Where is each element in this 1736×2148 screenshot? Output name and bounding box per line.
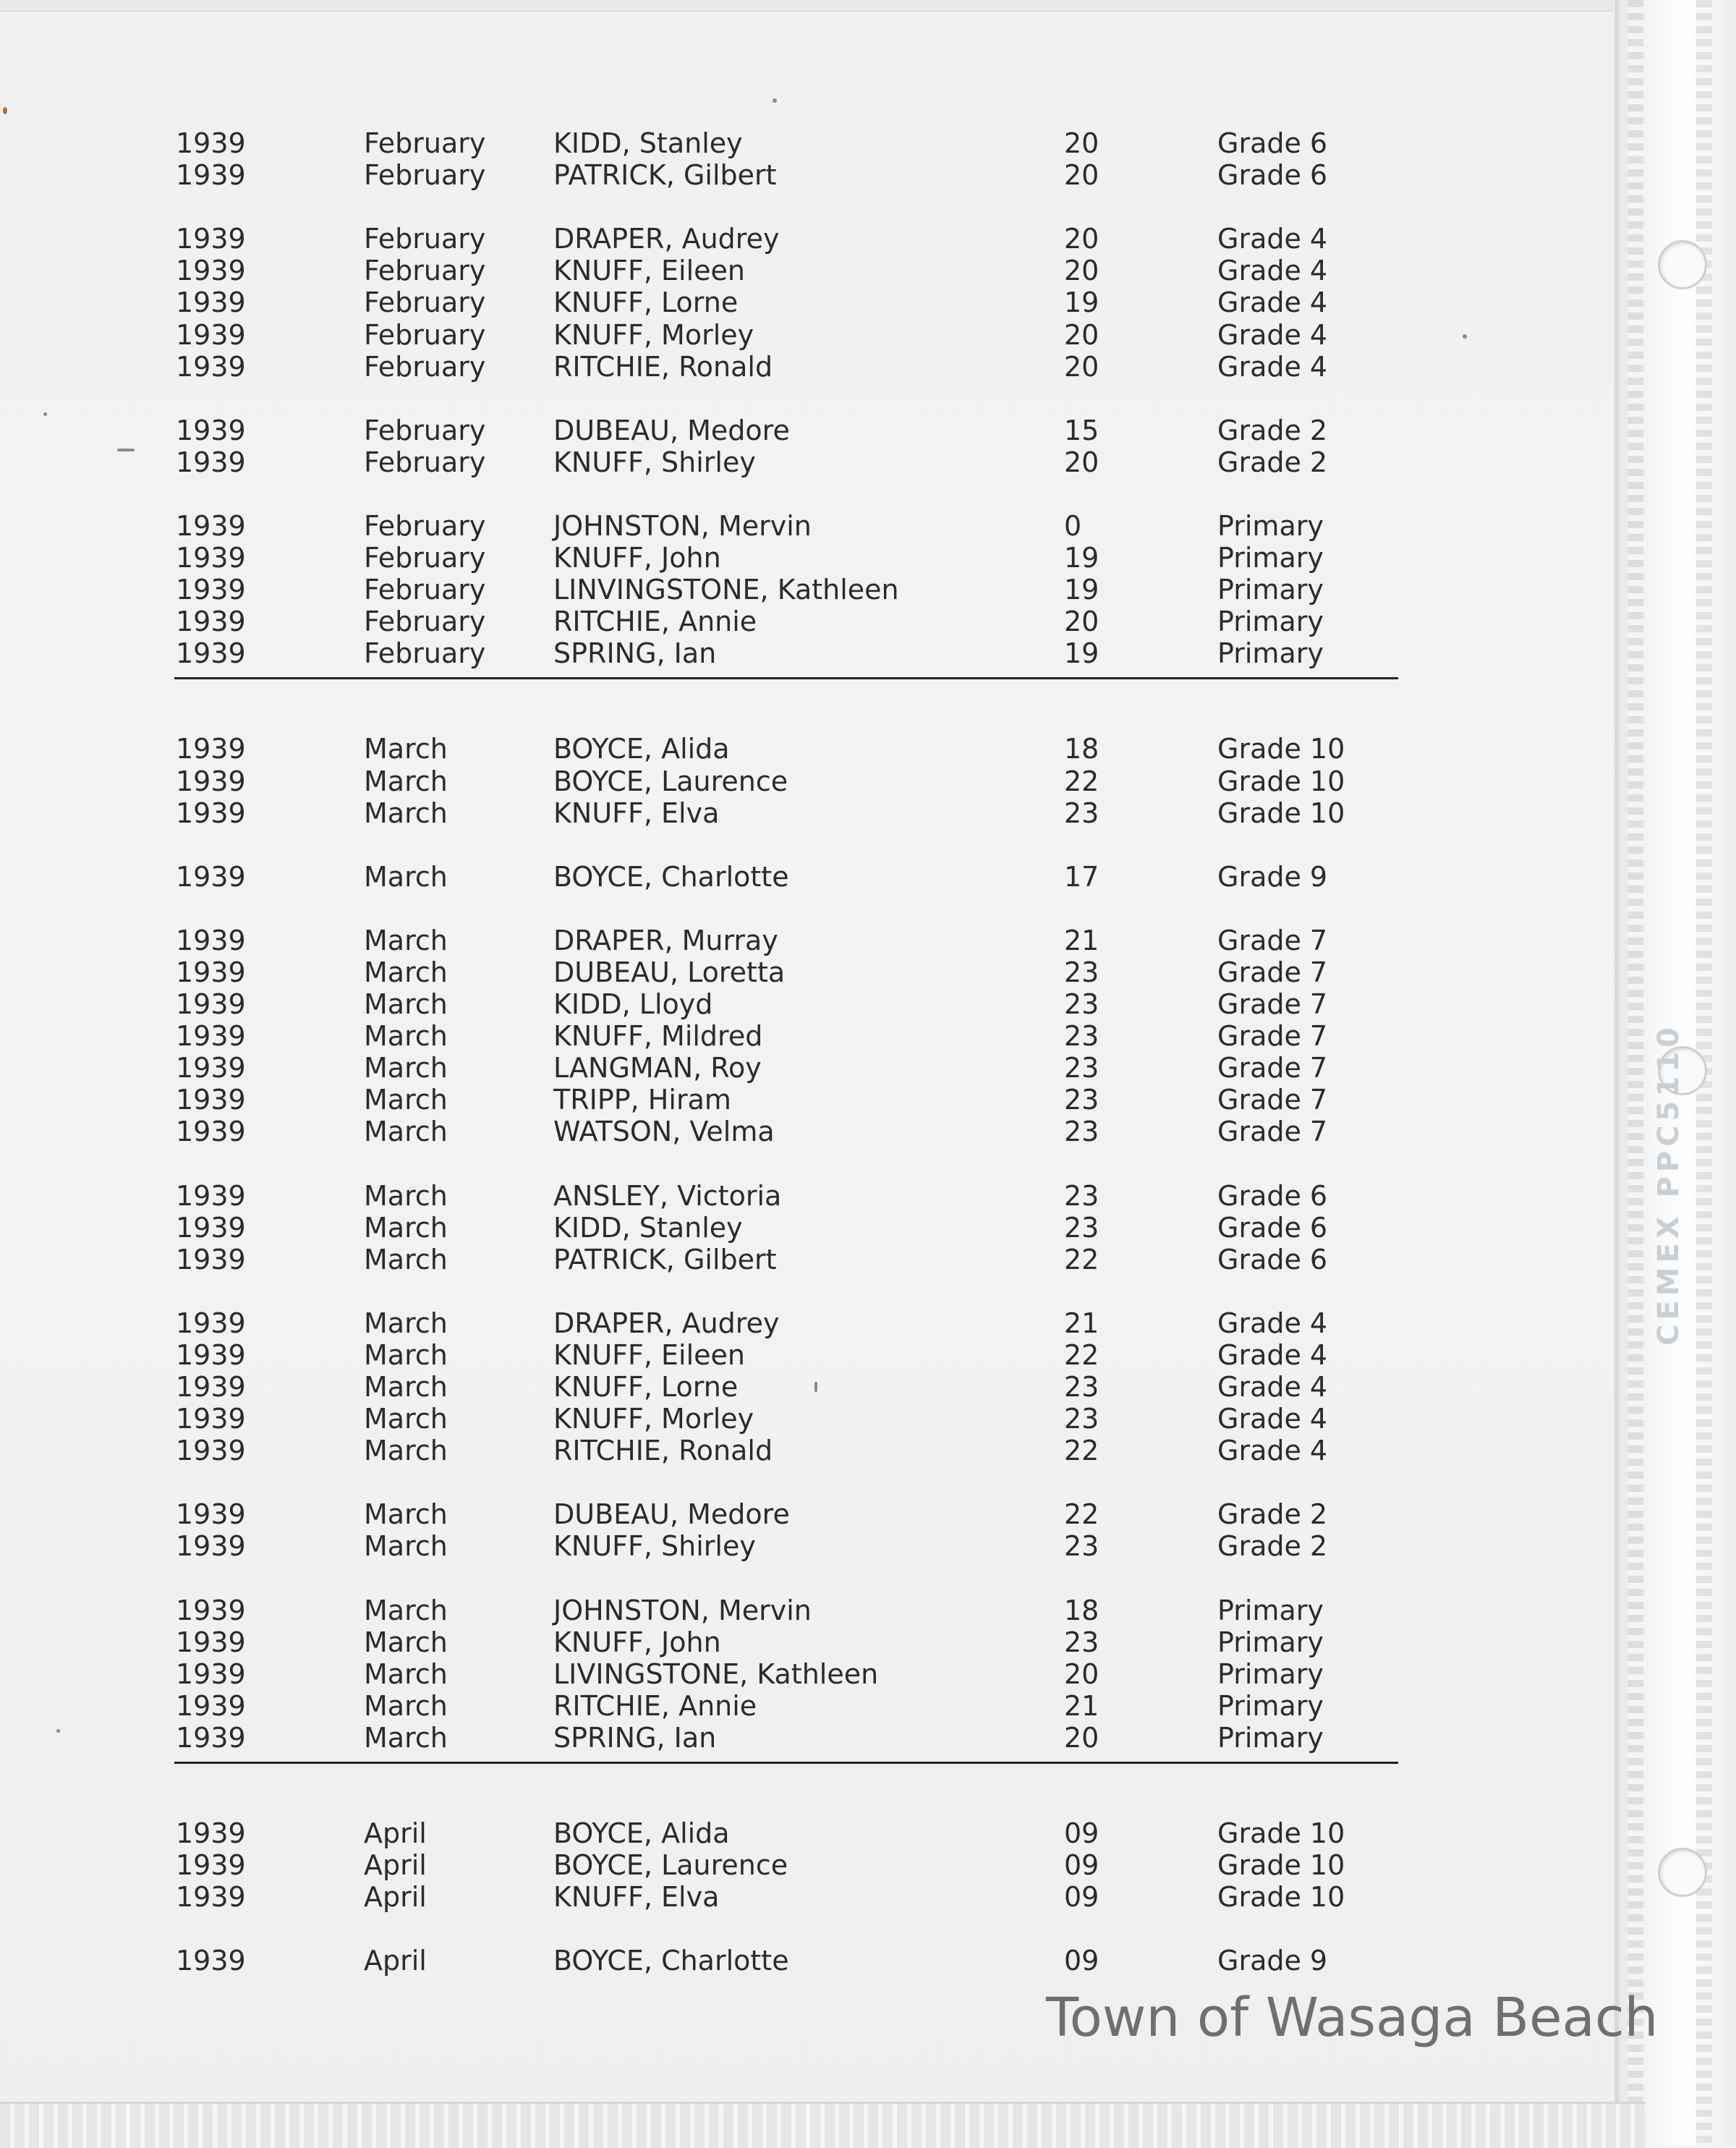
table-row: [0, 159, 1447, 191]
table-row: [0, 446, 1447, 478]
record-month: March: [364, 1689, 448, 1722]
record-month: March: [364, 988, 448, 1020]
record-name: RITCHIE, Ronald: [553, 1435, 773, 1467]
record-name: RITCHIE, Annie: [553, 606, 757, 638]
record-name: WATSON, Velma: [553, 1116, 775, 1148]
record-grade: Primary: [1217, 574, 1324, 606]
record-grade: Grade 4: [1217, 1371, 1328, 1403]
record-year: 1939: [176, 1817, 246, 1849]
binder-hole-top: [1658, 240, 1707, 289]
record-grade: Grade 7: [1217, 956, 1328, 988]
table-row: [0, 1595, 1447, 1626]
record-name: DRAPER, Murray: [553, 924, 778, 956]
record-name: KNUFF, Elva: [553, 797, 720, 829]
table-row: [0, 733, 1447, 765]
table-row: [0, 988, 1447, 1020]
binder-hole-bottom: [1658, 1848, 1707, 1897]
record-name: SPRING, Ian: [553, 637, 717, 670]
record-month: February: [364, 223, 486, 255]
table-row: [0, 286, 1447, 318]
table-row: [0, 255, 1447, 286]
record-name: KNUFF, Mildred: [553, 1020, 763, 1053]
record-name: KNUFF, Eileen: [553, 255, 745, 287]
record-grade: Grade 4: [1217, 350, 1328, 383]
record-month: March: [364, 1626, 448, 1658]
record-grade: Grade 10: [1217, 1817, 1345, 1849]
record-days: 20: [1064, 606, 1099, 638]
record-year: 1939: [176, 1307, 246, 1339]
record-year: 1939: [176, 286, 246, 319]
record-name: PATRICK, Gilbert: [553, 159, 777, 192]
table-row: [0, 1690, 1447, 1722]
record-month: March: [364, 1307, 448, 1339]
record-year: 1939: [176, 1594, 246, 1626]
record-name: KNUFF, Shirley: [553, 446, 756, 478]
record-grade: Primary: [1217, 1689, 1324, 1722]
table-row: [0, 1244, 1447, 1275]
sleeve-brand-imprint: CEMEX PPC5110: [1652, 1023, 1685, 1346]
record-grade: Primary: [1217, 1657, 1324, 1690]
record-grade: Grade 2: [1217, 446, 1328, 478]
record-year: 1939: [176, 159, 246, 192]
record-month: February: [364, 606, 486, 638]
record-month: March: [364, 1052, 448, 1084]
record-days: 23: [1064, 1116, 1099, 1148]
record-days: 21: [1064, 1689, 1099, 1722]
table-row: [0, 956, 1447, 988]
record-grade: Grade 2: [1217, 1498, 1328, 1531]
record-name: JOHNSTON, Mervin: [553, 509, 812, 542]
record-month: February: [364, 542, 486, 574]
record-year: 1939: [176, 1179, 246, 1212]
record-grade: Grade 10: [1217, 797, 1345, 829]
record-days: 23: [1064, 988, 1099, 1020]
table-row: [0, 925, 1447, 956]
record-year: 1939: [176, 1116, 246, 1148]
record-grade: Grade 4: [1217, 1307, 1328, 1339]
record-year: 1939: [176, 1084, 246, 1116]
record-days: 15: [1064, 414, 1099, 446]
record-year: 1939: [176, 1338, 246, 1371]
record-days: 21: [1064, 1307, 1099, 1339]
record-name: JOHNSTON, Mervin: [553, 1594, 812, 1626]
record-grade: Grade 4: [1217, 1403, 1328, 1435]
record-grade: Grade 2: [1217, 1530, 1328, 1563]
record-name: PATRICK, Gilbert: [553, 1243, 777, 1275]
record-name: DRAPER, Audrey: [553, 223, 780, 255]
table-row: [0, 574, 1447, 606]
record-days: 23: [1064, 1371, 1099, 1403]
record-days: 23: [1064, 956, 1099, 988]
record-year: 1939: [176, 606, 246, 638]
record-days: 20: [1064, 446, 1099, 478]
table-row: [0, 510, 1447, 542]
table-row: [0, 1498, 1447, 1530]
record-days: 09: [1064, 1817, 1099, 1849]
record-month: April: [364, 1849, 427, 1882]
record-days: 19: [1064, 286, 1099, 319]
record-month: March: [364, 765, 448, 797]
record-year: 1939: [176, 1945, 246, 1977]
record-month: February: [364, 574, 486, 606]
record-grade: Grade 4: [1217, 255, 1328, 287]
record-month: March: [364, 956, 448, 988]
record-year: 1939: [176, 574, 246, 606]
record-month: March: [364, 1594, 448, 1626]
record-grade: Grade 4: [1217, 1435, 1328, 1467]
table-row: [0, 1849, 1447, 1881]
record-days: 20: [1064, 255, 1099, 287]
table-row: [0, 1817, 1447, 1849]
record-name: LANGMAN, Roy: [553, 1052, 762, 1084]
table-row: [0, 606, 1447, 637]
record-month: February: [364, 255, 486, 287]
record-month: March: [364, 1530, 448, 1563]
record-grade: Grade 10: [1217, 1849, 1345, 1882]
table-row: [0, 415, 1447, 446]
record-grade: Grade 6: [1217, 1179, 1328, 1212]
record-year: 1939: [176, 318, 246, 351]
record-days: 18: [1064, 1594, 1099, 1626]
record-year: 1939: [176, 1721, 246, 1754]
record-name: KIDD, Stanley: [553, 1211, 743, 1244]
table-row: [0, 1212, 1447, 1244]
record-days: 23: [1064, 1403, 1099, 1435]
table-row: [0, 1020, 1447, 1052]
record-month: March: [364, 1243, 448, 1275]
record-name: BOYCE, Charlotte: [553, 1945, 789, 1977]
record-year: 1939: [176, 127, 246, 159]
record-name: KNUFF, Lorne: [553, 286, 739, 319]
record-grade: Primary: [1217, 1594, 1324, 1626]
table-row: [0, 1435, 1447, 1466]
record-year: 1939: [176, 1052, 246, 1084]
record-month: March: [364, 924, 448, 956]
record-month: March: [364, 733, 448, 765]
record-year: 1939: [176, 733, 246, 765]
record-month: April: [364, 1881, 427, 1914]
record-days: 23: [1064, 797, 1099, 829]
record-month: February: [364, 637, 486, 670]
record-year: 1939: [176, 446, 246, 478]
table-row: [0, 1403, 1447, 1435]
table-row: [0, 1371, 1447, 1403]
table-row: [0, 223, 1447, 255]
record-days: 23: [1064, 1530, 1099, 1563]
record-grade: Grade 7: [1217, 1052, 1328, 1084]
record-name: DUBEAU, Loretta: [553, 956, 786, 988]
record-year: 1939: [176, 542, 246, 574]
record-month: April: [364, 1945, 427, 1977]
record-grade: Grade 10: [1217, 1881, 1345, 1914]
record-days: 19: [1064, 637, 1099, 670]
table-row: [0, 1180, 1447, 1212]
record-month: March: [364, 1116, 448, 1148]
record-days: 19: [1064, 542, 1099, 574]
table-row: [0, 861, 1447, 893]
record-grade: Grade 6: [1217, 127, 1328, 159]
record-month: February: [364, 446, 486, 478]
record-name: KNUFF, Morley: [553, 318, 754, 351]
record-grade: Grade 9: [1217, 860, 1328, 893]
record-grade: Grade 4: [1217, 318, 1328, 351]
record-name: TRIPP, Hiram: [553, 1084, 731, 1116]
record-name: SPRING, Ian: [553, 1721, 717, 1754]
record-year: 1939: [176, 1243, 246, 1275]
watermark: Town of Wasaga Beach: [1046, 1987, 1659, 2049]
record-grade: Primary: [1217, 1721, 1324, 1754]
record-grade: Primary: [1217, 606, 1324, 638]
table-row: [0, 1339, 1447, 1371]
table-row: [0, 1116, 1447, 1147]
record-days: 09: [1064, 1849, 1099, 1882]
record-name: KNUFF, Lorne: [553, 1371, 739, 1403]
record-name: KIDD, Stanley: [553, 127, 743, 159]
record-grade: Primary: [1217, 542, 1324, 574]
record-days: 20: [1064, 1657, 1099, 1690]
table-row: [0, 1307, 1447, 1339]
record-grade: Primary: [1217, 509, 1324, 542]
record-year: 1939: [176, 988, 246, 1020]
record-year: 1939: [176, 1211, 246, 1244]
record-month: February: [364, 318, 486, 351]
record-grade: Grade 7: [1217, 1116, 1328, 1148]
record-name: KNUFF, Eileen: [553, 1338, 745, 1371]
binder-perforation-left: [1628, 0, 1643, 2146]
table-row: [0, 1052, 1447, 1084]
section-divider: [174, 1762, 1398, 1764]
record-year: 1939: [176, 797, 246, 829]
table-row: [0, 1881, 1447, 1913]
record-grade: Grade 6: [1217, 1211, 1328, 1244]
record-month: February: [364, 414, 486, 446]
record-name: BOYCE, Charlotte: [553, 860, 789, 893]
record-name: DUBEAU, Medore: [553, 1498, 790, 1531]
record-year: 1939: [176, 350, 246, 383]
record-month: March: [364, 1179, 448, 1212]
record-name: DRAPER, Audrey: [553, 1307, 780, 1339]
record-days: 22: [1064, 1498, 1099, 1531]
record-name: KNUFF, Morley: [553, 1403, 754, 1435]
record-days: 09: [1064, 1945, 1099, 1977]
record-year: 1939: [176, 924, 246, 956]
record-year: 1939: [176, 1626, 246, 1658]
record-name: RITCHIE, Annie: [553, 1689, 757, 1722]
table-row: [0, 765, 1447, 797]
record-days: 23: [1064, 1052, 1099, 1084]
record-name: KNUFF, John: [553, 1626, 721, 1658]
table-row: [0, 1945, 1447, 1977]
record-month: March: [364, 1084, 448, 1116]
record-month: March: [364, 1498, 448, 1531]
record-year: 1939: [176, 255, 246, 287]
record-days: 22: [1064, 1243, 1099, 1275]
record-days: 23: [1064, 1020, 1099, 1053]
record-name: DUBEAU, Medore: [553, 414, 790, 446]
record-month: February: [364, 127, 486, 159]
record-grade: Grade 4: [1217, 223, 1328, 255]
record-month: March: [364, 860, 448, 893]
record-year: 1939: [176, 1849, 246, 1882]
record-month: March: [364, 1371, 448, 1403]
record-name: BOYCE, Alida: [553, 733, 730, 765]
record-name: LINVINGSTONE, Kathleen: [553, 574, 899, 606]
record-days: 18: [1064, 733, 1099, 765]
table-row: [0, 319, 1447, 351]
record-name: KNUFF, John: [553, 542, 721, 574]
record-year: 1939: [176, 1881, 246, 1914]
record-grade: Grade 4: [1217, 286, 1328, 319]
record-year: 1939: [176, 1435, 246, 1467]
record-name: KIDD, Lloyd: [553, 988, 713, 1020]
record-days: 22: [1064, 1435, 1099, 1467]
table-row: [0, 127, 1447, 159]
record-days: 17: [1064, 860, 1099, 893]
record-days: 23: [1064, 1084, 1099, 1116]
record-year: 1939: [176, 765, 246, 797]
record-grade: Primary: [1217, 1626, 1324, 1658]
table-row: [0, 542, 1447, 574]
record-grade: Grade 6: [1217, 1243, 1328, 1275]
record-grade: Grade 6: [1217, 159, 1328, 192]
record-name: KNUFF, Elva: [553, 1881, 720, 1914]
record-days: 22: [1064, 765, 1099, 797]
record-grade: Grade 7: [1217, 1020, 1328, 1053]
record-days: 09: [1064, 1881, 1099, 1914]
record-grade: Grade 7: [1217, 1084, 1328, 1116]
record-days: 23: [1064, 1626, 1099, 1658]
record-grade: Primary: [1217, 637, 1324, 670]
record-grade: Grade 7: [1217, 924, 1328, 956]
record-days: 0: [1064, 509, 1082, 542]
record-month: March: [364, 1435, 448, 1467]
table-row: [0, 1084, 1447, 1116]
record-days: 21: [1064, 924, 1099, 956]
record-grade: Grade 4: [1217, 1338, 1328, 1371]
record-month: March: [364, 1657, 448, 1690]
record-month: February: [364, 286, 486, 319]
sleeve-bottom-edge: [0, 2102, 1646, 2148]
record-name: ANSLEY, Victoria: [553, 1179, 782, 1212]
table-row: [0, 351, 1447, 383]
record-month: February: [364, 509, 486, 542]
record-days: 20: [1064, 1721, 1099, 1754]
record-name: BOYCE, Laurence: [553, 765, 788, 797]
record-grade: Grade 2: [1217, 414, 1328, 446]
record-days: 20: [1064, 159, 1099, 192]
record-name: BOYCE, Alida: [553, 1817, 730, 1849]
record-grade: Grade 7: [1217, 988, 1328, 1020]
record-days: 20: [1064, 223, 1099, 255]
record-year: 1939: [176, 1020, 246, 1053]
section-divider: [174, 677, 1398, 679]
record-year: 1939: [176, 223, 246, 255]
record-month: March: [364, 1020, 448, 1053]
record-year: 1939: [176, 1403, 246, 1435]
record-year: 1939: [176, 637, 246, 670]
table-row: [0, 797, 1447, 829]
record-year: 1939: [176, 860, 246, 893]
record-grade: Grade 10: [1217, 765, 1345, 797]
record-grade: Grade 10: [1217, 733, 1345, 765]
record-name: LIVINGSTONE, Kathleen: [553, 1657, 879, 1690]
record-grade: Grade 9: [1217, 1945, 1328, 1977]
record-days: 22: [1064, 1338, 1099, 1371]
record-month: March: [364, 797, 448, 829]
record-name: KNUFF, Shirley: [553, 1530, 756, 1563]
table-row: [0, 1722, 1447, 1754]
record-name: RITCHIE, Ronald: [553, 350, 773, 383]
record-days: 19: [1064, 574, 1099, 606]
record-year: 1939: [176, 956, 246, 988]
record-year: 1939: [176, 1530, 246, 1563]
record-days: 20: [1064, 318, 1099, 351]
table-row: [0, 1626, 1447, 1658]
record-year: 1939: [176, 509, 246, 542]
record-year: 1939: [176, 1689, 246, 1722]
record-name: BOYCE, Laurence: [553, 1849, 788, 1882]
record-days: 23: [1064, 1211, 1099, 1244]
record-month: March: [364, 1211, 448, 1244]
record-month: March: [364, 1403, 448, 1435]
table-row: [0, 637, 1447, 669]
table-row: [0, 1658, 1447, 1690]
record-month: March: [364, 1338, 448, 1371]
table-row: [0, 1530, 1447, 1562]
record-month: April: [364, 1817, 427, 1849]
record-month: February: [364, 350, 486, 383]
record-month: February: [364, 159, 486, 192]
record-month: March: [364, 1721, 448, 1754]
record-year: 1939: [176, 1498, 246, 1531]
record-year: 1939: [176, 414, 246, 446]
record-days: 20: [1064, 127, 1099, 159]
record-year: 1939: [176, 1657, 246, 1690]
record-days: 20: [1064, 350, 1099, 383]
record-days: 23: [1064, 1179, 1099, 1212]
record-year: 1939: [176, 1371, 246, 1403]
